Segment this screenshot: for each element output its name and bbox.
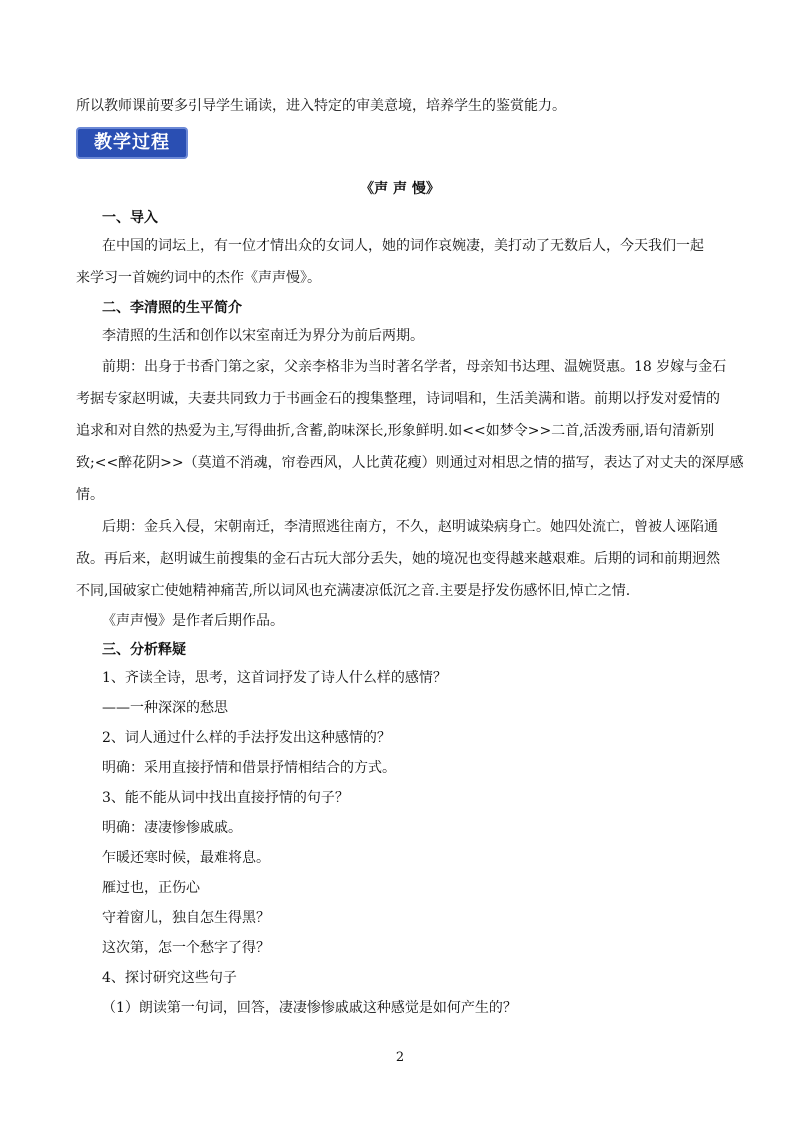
analysis-line: 这次第，怎一个愁字了得？ — [102, 940, 270, 956]
analysis-line: ——一种深深的愁思 — [102, 700, 228, 716]
analysis-line: 守着窗儿，独自怎生得黑？ — [102, 910, 270, 926]
early-period-line-4: 致;<<醉花阴>>（莫道不消魂，帘卷西风，人比黄花瘦）则通过对相思之情的描写，表达了对丈夫的深厚感 — [76, 455, 744, 471]
section-badge — [76, 127, 188, 159]
early-period-line-2: 考据专家赵明诚，夫妻共同致力于书画金石的搜集整理，诗词唱和，生活美满和谐。前期以抒发对爱情的 — [76, 391, 720, 407]
late-period-line-1: 后期：金兵入侵，宋朝南迁，李清照逃往南方，不久，赵明诚染病身亡。她四处流亡，曾被人诬陷通 — [102, 519, 718, 535]
analysis-line: 雁过也，正伤心 — [102, 880, 200, 896]
analysis-line: 乍暖还寒时候，最难将息。 — [102, 850, 270, 866]
work-period-note: 《声声慢》是作者后期作品。 — [102, 613, 284, 629]
intro-carryover-line: 所以教师课前要多引导学生诵读，进入特定的审美意境，培养学生的鉴赏能力。 — [76, 98, 566, 114]
early-period-line-1: 前期：出身于书香门第之家，父亲李格非为当时著名学者，母亲知书达理、温婉贤惠。18 岁嫁与金石 — [102, 359, 727, 375]
late-period-line-2: 敌。再后来，赵明诚生前搜集的金石古玩大部分丢失，她的境况也变得越来越艰难。后期的词和前期迥然 — [76, 551, 720, 567]
lesson-title: 《声 声 慢》 — [360, 181, 440, 197]
section-badge-label: 教学过程 — [94, 132, 170, 153]
analysis-line: 明确：凄凄惨惨戚戚。 — [102, 820, 242, 836]
late-period-line-3: 不同,国破家亡使她精神痛苦,所以词风也充满凄凉低沉之音.主要是抒发伤感怀旧,悼亡之情. — [76, 583, 631, 599]
intro-paragraph-line-1: 在中国的词坛上，有一位才情出众的女词人，她的词作哀婉凄，美打动了无数后人，今天我们一起 — [102, 238, 704, 254]
heading-biography: 二、李清照的生平简介 — [102, 300, 242, 316]
analysis-line: 2、词人通过什么样的手法抒发出这种感情的？ — [102, 730, 391, 746]
analysis-line: 3、能不能从词中找出直接抒情的句子？ — [102, 790, 349, 806]
heading-introduction: 一、导入 — [102, 210, 158, 226]
analysis-line: （1）朗读第一句词，回答，凄凄惨惨戚戚这种感觉是如何产生的？ — [102, 1000, 517, 1016]
intro-paragraph-line-2: 来学习一首婉约词中的杰作《声声慢》。 — [76, 270, 321, 286]
analysis-line: 1、齐读全诗，思考，这首词抒发了诗人什么样的感情？ — [102, 670, 447, 686]
early-period-line-3: 追求和对自然的热爱为主,写得曲折,含蓄,韵味深长,形象鲜明.如<<如梦令>>二首,活泼秀丽,语句清新别 — [76, 423, 715, 439]
page-number: 2 — [395, 1050, 405, 1065]
biography-intro: 李清照的生活和创作以宋室南迁为界分为前后两期。 — [102, 328, 424, 344]
early-period-line-5: 情。 — [76, 487, 104, 503]
analysis-line: 明确：采用直接抒情和借景抒情相结合的方式。 — [102, 760, 396, 776]
heading-analysis: 三、分析释疑 — [102, 642, 186, 658]
analysis-line: 4、探讨研究这些句子 — [102, 970, 237, 986]
